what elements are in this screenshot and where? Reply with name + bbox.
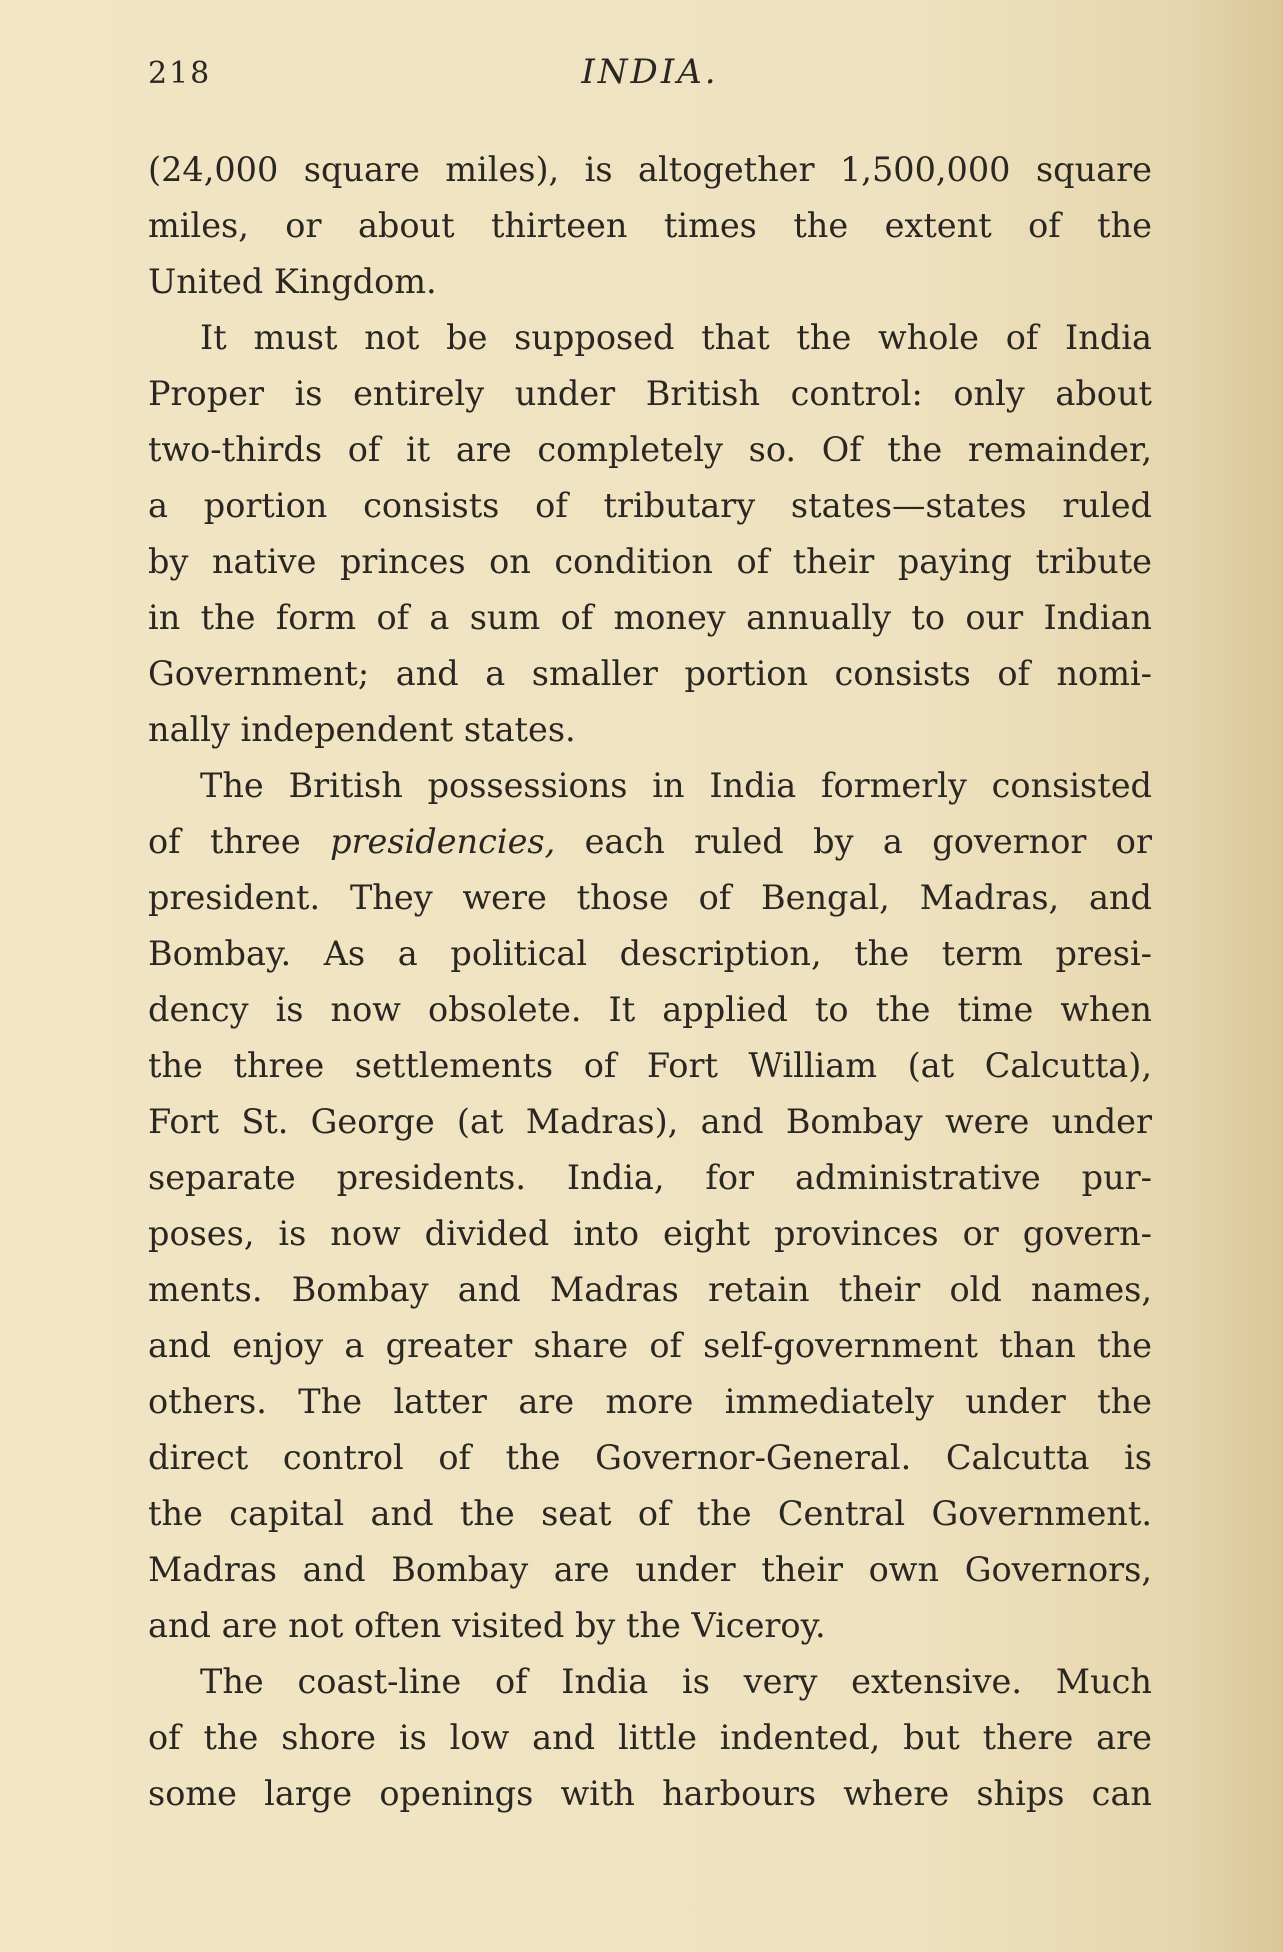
text-line: and enjoy a greater share of self-government than the: [148, 1326, 1152, 1365]
running-title: INDIA.: [581, 52, 719, 92]
text-line: two-thirds of it are completely so. Of the remainder,: [148, 430, 1152, 469]
paragraph: [148, 310, 1152, 758]
text-segment: each ruled by a governor or: [555, 822, 1152, 861]
text-line: president. They were those of Bengal, Madras, and: [148, 878, 1152, 917]
text-line: Fort St. George (at Madras), and Bombay were under: [148, 1102, 1152, 1141]
text-line: by native princes on condition of their paying tribute: [148, 542, 1152, 581]
text-line: in the form of a sum of money annually to our Indian: [148, 598, 1152, 637]
paragraph: [148, 1654, 1152, 1822]
text-line: Madras and Bombay are under their own Governors,: [148, 1550, 1152, 1589]
text-line: Proper is entirely under British control: only about: [148, 374, 1152, 413]
text-line: a portion consists of tributary states—states ruled: [148, 486, 1152, 525]
text-line: The coast-line of India is very extensive. Much: [200, 1662, 1152, 1701]
paragraph: [148, 142, 1152, 310]
text-line: (24,000 square miles), is altogether 1,500,000 square: [148, 150, 1152, 189]
text-line: others. The latter are more immediately under the: [148, 1382, 1152, 1421]
text-line: of the shore is low and little indented, but there are: [148, 1718, 1152, 1757]
text-line: ments. Bombay and Madras retain their old names,: [148, 1270, 1152, 1309]
text-line: direct control of the Governor-General. Calcutta is: [148, 1438, 1152, 1477]
text-line: [148, 814, 1152, 870]
text-line: the capital and the seat of the Central Government.: [148, 1494, 1152, 1533]
text-line: the three settlements of Fort William (at Calcutta),: [148, 1046, 1152, 1085]
text-line: It must not be supposed that the whole of India: [200, 318, 1152, 357]
text-line: poses, is now divided into eight provinces or govern-: [148, 1214, 1152, 1253]
text-line: separate presidents. India, for administrative pur-: [148, 1158, 1152, 1197]
page-header: [148, 52, 1152, 102]
text-line: dency is now obsolete. It applied to the time when: [148, 990, 1152, 1029]
text-line: Government; and a smaller portion consists of nomi-: [148, 654, 1152, 693]
page-number: 218: [148, 56, 212, 91]
text-line: Bombay. As a political description, the term presi-: [148, 934, 1152, 973]
text-line: nally independent states.: [148, 710, 576, 749]
text-line: and are not often visited by the Viceroy.: [148, 1606, 826, 1645]
text-segment: of three: [148, 822, 331, 861]
paragraph: [148, 758, 1152, 1654]
text-line: some large openings with harbours where ships can: [148, 1774, 1152, 1813]
italic-term: presidencies,: [330, 822, 556, 861]
text-line: United Kingdom.: [148, 262, 437, 301]
text-line: The British possessions in India formerly consisted: [200, 766, 1152, 805]
body-text: [148, 142, 1152, 1822]
text-line: miles, or about thirteen times the extent of the: [148, 206, 1152, 245]
